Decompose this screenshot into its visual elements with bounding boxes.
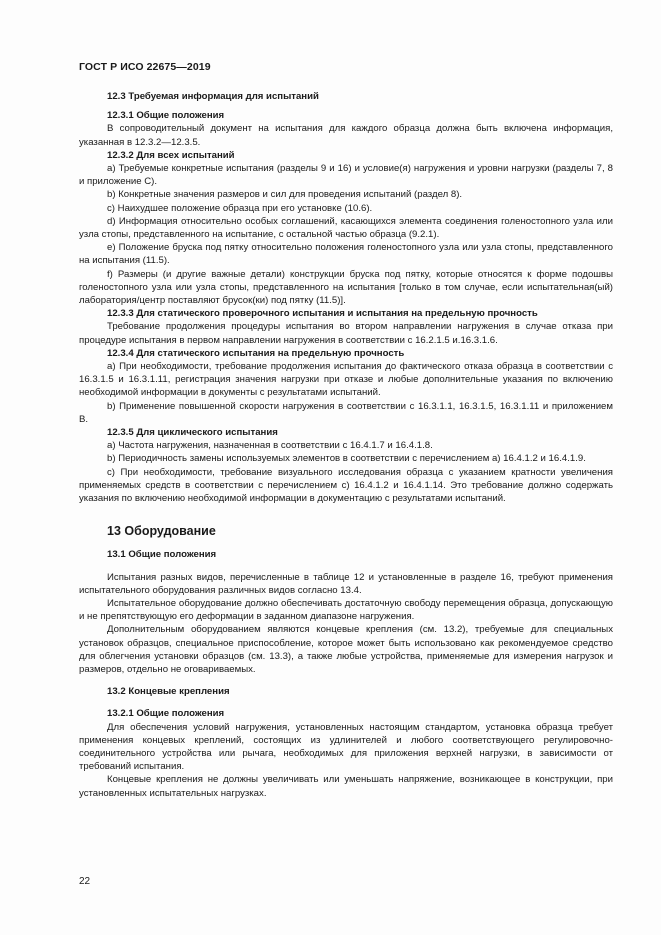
section-13-2-title: 13.2 Концевые крепления [107,686,230,698]
list-item: d) Информация относительно особых соглашений, касающихся элемента соединения голеностопного узла или узла стопы, представленного на испытание, с остальной частью образца (9.2.1). [79,215,613,241]
section-13-title: 13 Оборудование [107,524,216,539]
list-item: b) Применение повышенной скорости нагружения в соответствии с 16.3.1.1, 16.3.1.5, 16.3.1.11 и приложением В. [79,400,613,425]
subsection-12-3-2-title: 12.3.2 Для всех испытаний [107,149,235,161]
page-number: 22 [79,876,91,887]
paragraph: Концевые крепления не должны увеличивать или уменьшать напряжение, возникающее в конструкции, при установленных испытательных нагрузках. [79,774,613,799]
list-item: b) Периодичность замены используемых элементов в соответствии с перечислением а) 16.4.1.2 и 16.4.1.9. [107,453,586,465]
list-item: а) Требуемые конкретные испытания (разделы 9 и 16) и условие(я) нагружения и уровни нагрузки (разделы 7, 8 и приложение С). [79,163,613,188]
list-item: c) Наихудшее положение образца при его установке (10.6). [107,202,373,214]
list-item: а) Частота нагружения, назначенная в соответствии с 16.4.1.7 и 16.4.1.8. [107,440,433,452]
page-content [79,90,613,800]
paragraph: Испытательное оборудование должно обеспечивать достаточную свободу перемещения образца, допускающую и не препятствующую его деформации в заданном диапазоне нагружения. [79,597,613,623]
subsection-12-3-3-title: 12.3.3 Для статического проверочного испытания и испытания на предельную прочность [107,308,538,320]
subsection-12-3-5-title: 12.3.5 Для циклического испытания [107,427,278,439]
section-12-3-title: 12.3 Требуемая информация для испытаний [107,91,319,102]
subsection-13-2-1-title: 13.2.1 Общие положения [107,708,225,720]
paragraph: Дополнительным оборудованием являются концевые крепления (см. 13.2), требуемые для специальных установок образцов, специальное приспособление, которое может быть использовано как рекомендуемое средство для облегчения установки образцов (см. 13.3), а также любые устройства, применяемые для измерения нагрузок и размеров, отдельно не оговариваемых. [79,624,613,675]
list-item: e) Положение бруска под пятку относительно положения голеностопного узла или узла стопы, представленного на испытания (11.5). [79,242,613,267]
paragraph: Требование продолжения процедуры испытания во втором направлении нагружения в случае отказа при процедуре испытания в первом направлении нагружения в соответствии с 16.2.1.5 и.16.3.1.6. [79,321,613,346]
list-item: c) При необходимости, требование визуального исследования образца с указанием кратности увеличения применяемых средств в соответствии с перечислением с) 16.4.1.2 и 16.4.1.14. Это требование должно содержать указания по включению необходимой информации в документацию с результатами испытаний. [79,466,613,505]
document-header: ГОСТ Р ИСО 22675—2019 [79,61,211,73]
paragraph: Испытания разных видов, перечисленные в таблице 12 и установленные в разделе 16, требуют применения испытательного оборудования различных видов согласно 13.4. [79,571,613,596]
subsection-12-3-4-title: 12.3.4 Для статического испытания на предельную прочность [107,347,405,359]
list-item: b) Конкретные значения размеров и сил для проведения испытаний (раздел 8). [107,189,463,201]
section-13-1-title: 13.1 Общие положения [107,549,217,561]
subsection-12-3-1-title: 12.3.1 Общие положения [107,110,225,122]
list-item: f) Размеры (и другие важные детали) конструкции бруска под пятку, которые относятся к форме подошвы голеностопного узла или узла стопы, представленного на испытания [только в том случае, если испытательная(ый) лаборатория/центр поставляют брусок(ки) под пятку (11.5)]. [79,268,613,307]
paragraph: Для обеспечения условий нагружения, установленных настоящим стандартом, установка образца требует применения концевых креплений, состоящих из удлинителей и любого соответствующего регулировочно-соединительного устройства или рычага, необходимых для приложения верхней нагрузки, в зависимости от требований испытания. [79,721,613,773]
paragraph: В сопроводительный документ на испытания для каждого образца должна быть включена информация, указанная в 12.3.2—12.3.5. [79,123,613,148]
list-item: а) При необходимости, требование продолжения испытания до фактического отказа образца в соответствии с 16.3.1.5 и 16.3.1.11, регистрация значения нагрузки при отказе и любые дополнительные указания по включению необходимой информации в документы с результатами испытаний. [79,361,613,399]
